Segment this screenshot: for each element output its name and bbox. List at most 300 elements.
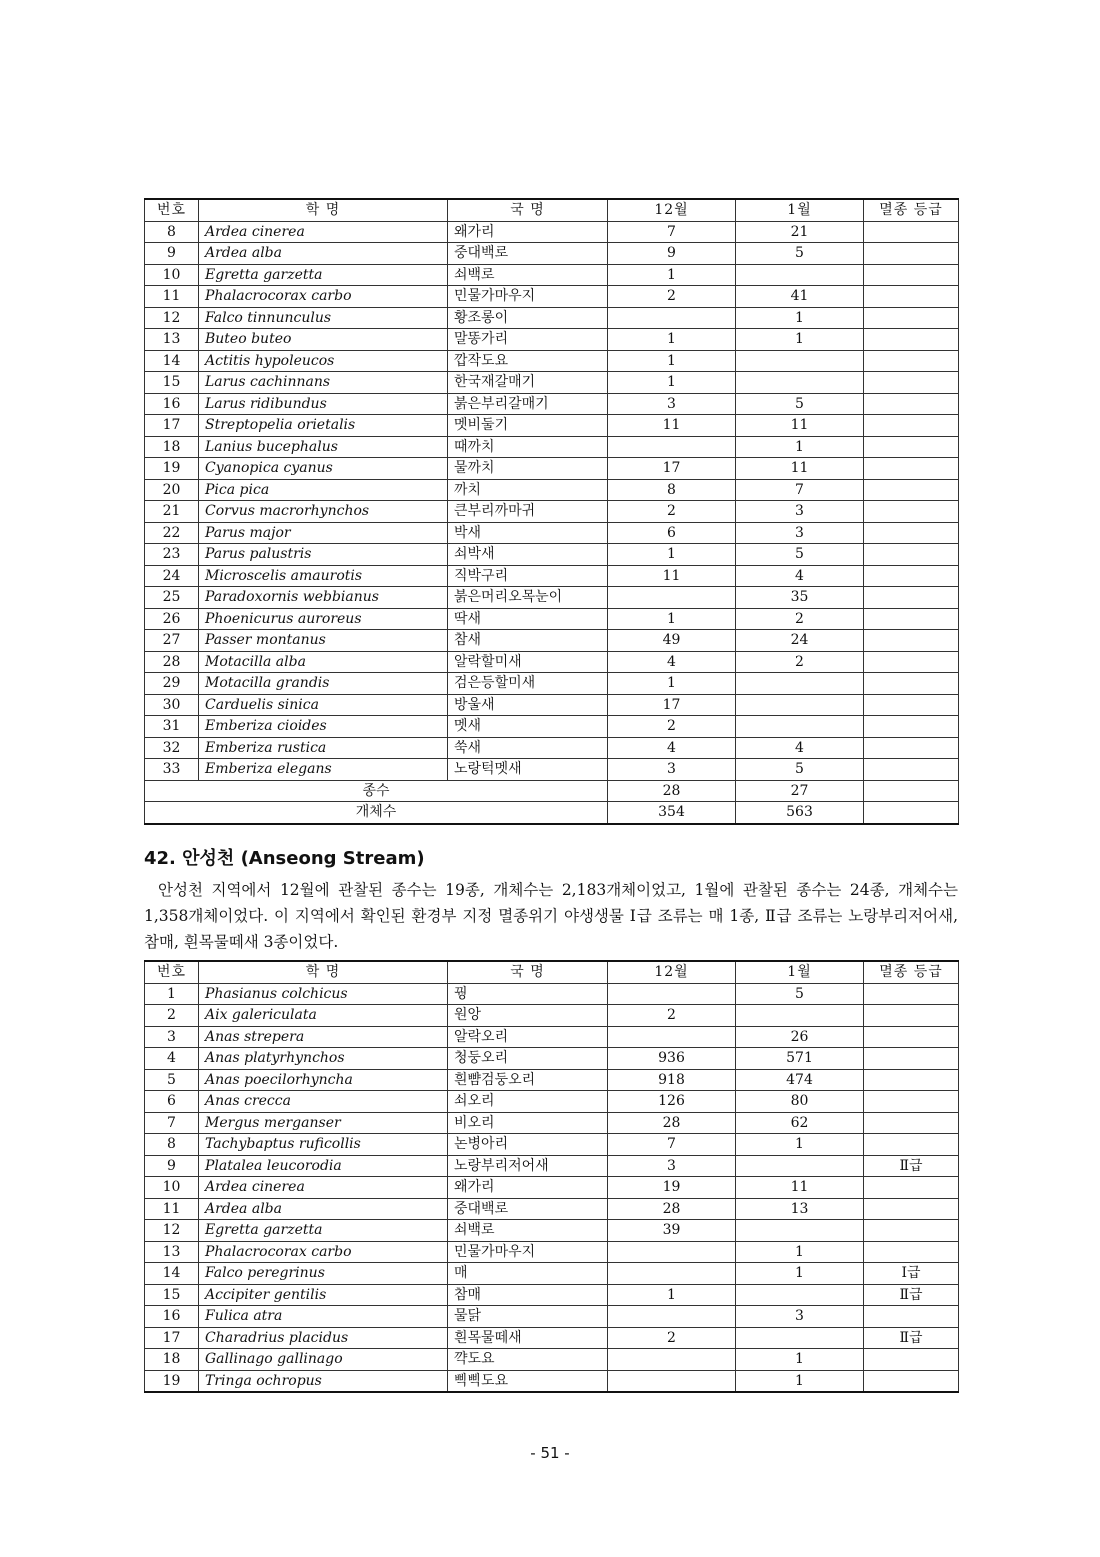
endangered-grade bbox=[864, 1306, 959, 1328]
endangered-grade: Ⅱ급 bbox=[864, 1327, 959, 1349]
december-count: 3 bbox=[608, 759, 736, 781]
korean-name: 한국재갈매기 bbox=[448, 372, 608, 394]
korean-name: 민물가마우지 bbox=[448, 1241, 608, 1263]
scientific-name: Mergus merganser bbox=[199, 1112, 448, 1134]
december-count: 918 bbox=[608, 1069, 736, 1091]
endangered-grade bbox=[864, 716, 959, 738]
january-count: 1 bbox=[736, 329, 864, 351]
december-count: 1 bbox=[608, 329, 736, 351]
scientific-name: Egretta garzetta bbox=[199, 1220, 448, 1242]
row-number: 15 bbox=[145, 1284, 199, 1306]
scientific-name: Tringa ochropus bbox=[199, 1370, 448, 1392]
december-count: 3 bbox=[608, 393, 736, 415]
january-count: 62 bbox=[736, 1112, 864, 1134]
header-korean-name: 국 명 bbox=[448, 199, 608, 221]
scientific-name: Parus palustris bbox=[199, 544, 448, 566]
december-count: 28 bbox=[608, 1198, 736, 1220]
december-count: 39 bbox=[608, 1220, 736, 1242]
endangered-grade bbox=[864, 307, 959, 329]
row-number: 24 bbox=[145, 565, 199, 587]
row-number: 14 bbox=[145, 350, 199, 372]
row-number: 1 bbox=[145, 983, 199, 1005]
table-body bbox=[145, 983, 959, 1392]
december-count: 936 bbox=[608, 1048, 736, 1070]
row-number: 8 bbox=[145, 221, 199, 243]
row-number: 26 bbox=[145, 608, 199, 630]
table-row bbox=[145, 243, 959, 265]
korean-name: 깝작도요 bbox=[448, 350, 608, 372]
endangered-grade bbox=[864, 694, 959, 716]
species-table-2 bbox=[144, 960, 959, 1393]
table-row bbox=[145, 565, 959, 587]
january-count: 35 bbox=[736, 587, 864, 609]
summary-row bbox=[145, 802, 959, 824]
korean-name: 박새 bbox=[448, 522, 608, 544]
january-count: 571 bbox=[736, 1048, 864, 1070]
row-number: 9 bbox=[145, 1155, 199, 1177]
scientific-name: Tachybaptus ruficollis bbox=[199, 1134, 448, 1156]
january-count: 11 bbox=[736, 1177, 864, 1199]
korean-name: 쑥새 bbox=[448, 737, 608, 759]
row-number: 2 bbox=[145, 1005, 199, 1027]
table-row bbox=[145, 372, 959, 394]
endangered-grade bbox=[864, 350, 959, 372]
korean-name: 꿩 bbox=[448, 983, 608, 1005]
endangered-grade bbox=[864, 243, 959, 265]
january-count: 474 bbox=[736, 1069, 864, 1091]
endangered-grade bbox=[864, 651, 959, 673]
endangered-grade bbox=[864, 544, 959, 566]
january-count: 21 bbox=[736, 221, 864, 243]
december-count: 1 bbox=[608, 350, 736, 372]
korean-name: 물까치 bbox=[448, 458, 608, 480]
january-count: 5 bbox=[736, 393, 864, 415]
december-count bbox=[608, 587, 736, 609]
endangered-grade bbox=[864, 565, 959, 587]
row-number: 11 bbox=[145, 286, 199, 308]
january-count: 4 bbox=[736, 737, 864, 759]
january-count: 1 bbox=[736, 307, 864, 329]
scientific-name: Emberiza cioides bbox=[199, 716, 448, 738]
endangered-grade bbox=[864, 1069, 959, 1091]
endangered-grade bbox=[864, 1091, 959, 1113]
row-number: 23 bbox=[145, 544, 199, 566]
page-number: - 51 - bbox=[530, 1444, 570, 1462]
row-number: 12 bbox=[145, 307, 199, 329]
january-count: 1 bbox=[736, 1134, 864, 1156]
december-count bbox=[608, 1306, 736, 1328]
row-number: 32 bbox=[145, 737, 199, 759]
header-january: 1월 bbox=[736, 961, 864, 983]
scientific-name: Gallinago gallinago bbox=[199, 1349, 448, 1371]
endangered-grade bbox=[864, 436, 959, 458]
endangered-grade bbox=[864, 1220, 959, 1242]
december-count: 2 bbox=[608, 1005, 736, 1027]
header-no: 번호 bbox=[145, 199, 199, 221]
december-count: 126 bbox=[608, 1091, 736, 1113]
table-row bbox=[145, 651, 959, 673]
summary-grade bbox=[864, 802, 959, 824]
endangered-grade bbox=[864, 1370, 959, 1392]
table-row bbox=[145, 1306, 959, 1328]
december-count: 1 bbox=[608, 372, 736, 394]
scientific-name: Platalea leucorodia bbox=[199, 1155, 448, 1177]
row-number: 29 bbox=[145, 673, 199, 695]
endangered-grade bbox=[864, 587, 959, 609]
row-number: 15 bbox=[145, 372, 199, 394]
row-number: 12 bbox=[145, 1220, 199, 1242]
endangered-grade bbox=[864, 1198, 959, 1220]
row-number: 17 bbox=[145, 415, 199, 437]
korean-name: 딱새 bbox=[448, 608, 608, 630]
scientific-name: Larus cachinnans bbox=[199, 372, 448, 394]
endangered-grade: Ⅰ급 bbox=[864, 1263, 959, 1285]
header-december: 12월 bbox=[608, 199, 736, 221]
table-row bbox=[145, 630, 959, 652]
december-count bbox=[608, 1263, 736, 1285]
scientific-name: Motacilla alba bbox=[199, 651, 448, 673]
korean-name: 쇠백로 bbox=[448, 1220, 608, 1242]
row-number: 6 bbox=[145, 1091, 199, 1113]
row-number: 10 bbox=[145, 1177, 199, 1199]
table-header-row bbox=[145, 961, 959, 983]
table-row bbox=[145, 436, 959, 458]
row-number: 27 bbox=[145, 630, 199, 652]
korean-name: 왜가리 bbox=[448, 1177, 608, 1199]
korean-name: 흰뺨검둥오리 bbox=[448, 1069, 608, 1091]
table-header-row bbox=[145, 199, 959, 221]
row-number: 10 bbox=[145, 264, 199, 286]
endangered-grade bbox=[864, 479, 959, 501]
row-number: 16 bbox=[145, 1306, 199, 1328]
december-count: 2 bbox=[608, 286, 736, 308]
december-count: 11 bbox=[608, 565, 736, 587]
header-january: 1월 bbox=[736, 199, 864, 221]
korean-name: 비오리 bbox=[448, 1112, 608, 1134]
scientific-name: Phalacrocorax carbo bbox=[199, 286, 448, 308]
scientific-name: Falco tinnunculus bbox=[199, 307, 448, 329]
row-number: 21 bbox=[145, 501, 199, 523]
scientific-name: Paradoxornis webbianus bbox=[199, 587, 448, 609]
january-count: 1 bbox=[736, 436, 864, 458]
december-count: 2 bbox=[608, 501, 736, 523]
korean-name: 중대백로 bbox=[448, 243, 608, 265]
table-row bbox=[145, 221, 959, 243]
endangered-grade bbox=[864, 1005, 959, 1027]
table-row bbox=[145, 522, 959, 544]
summary-grade bbox=[864, 780, 959, 802]
december-count: 11 bbox=[608, 415, 736, 437]
korean-name: 논병아리 bbox=[448, 1134, 608, 1156]
korean-name: 말똥가리 bbox=[448, 329, 608, 351]
december-count: 1 bbox=[608, 608, 736, 630]
scientific-name: Microscelis amaurotis bbox=[199, 565, 448, 587]
section-title: 42. 안성천 (Anseong Stream) bbox=[144, 848, 425, 869]
january-count bbox=[736, 716, 864, 738]
header-endangered-grade: 멸종 등급 bbox=[864, 199, 959, 221]
row-number: 11 bbox=[145, 1198, 199, 1220]
row-number: 31 bbox=[145, 716, 199, 738]
korean-name: 삑삑도요 bbox=[448, 1370, 608, 1392]
endangered-grade bbox=[864, 1026, 959, 1048]
endangered-grade bbox=[864, 329, 959, 351]
header-korean-name: 국 명 bbox=[448, 961, 608, 983]
row-number: 16 bbox=[145, 393, 199, 415]
january-count: 80 bbox=[736, 1091, 864, 1113]
korean-name: 방울새 bbox=[448, 694, 608, 716]
row-number: 14 bbox=[145, 1263, 199, 1285]
scientific-name: Phasianus colchicus bbox=[199, 983, 448, 1005]
scientific-name: Emberiza rustica bbox=[199, 737, 448, 759]
table-row bbox=[145, 458, 959, 480]
scientific-name: Accipiter gentilis bbox=[199, 1284, 448, 1306]
january-count bbox=[736, 264, 864, 286]
scientific-name: Corvus macrorhynchos bbox=[199, 501, 448, 523]
january-count: 1 bbox=[736, 1370, 864, 1392]
december-count: 7 bbox=[608, 1134, 736, 1156]
row-number: 3 bbox=[145, 1026, 199, 1048]
scientific-name: Aix galericulata bbox=[199, 1005, 448, 1027]
korean-name: 알락할미새 bbox=[448, 651, 608, 673]
korean-name: 붉은머리오목눈이 bbox=[448, 587, 608, 609]
summary-label: 종수 bbox=[145, 780, 608, 802]
row-number: 33 bbox=[145, 759, 199, 781]
korean-name: 원앙 bbox=[448, 1005, 608, 1027]
december-count: 49 bbox=[608, 630, 736, 652]
december-count bbox=[608, 983, 736, 1005]
january-count: 11 bbox=[736, 415, 864, 437]
korean-name: 직박구리 bbox=[448, 565, 608, 587]
scientific-name: Parus major bbox=[199, 522, 448, 544]
december-count: 1 bbox=[608, 1284, 736, 1306]
endangered-grade bbox=[864, 264, 959, 286]
endangered-grade bbox=[864, 221, 959, 243]
table-row bbox=[145, 1155, 959, 1177]
december-total: 354 bbox=[608, 802, 736, 824]
row-number: 18 bbox=[145, 1349, 199, 1371]
december-count: 2 bbox=[608, 1327, 736, 1349]
species-table-1 bbox=[144, 198, 959, 825]
january-count bbox=[736, 1284, 864, 1306]
december-count: 17 bbox=[608, 694, 736, 716]
scientific-name: Lanius bucephalus bbox=[199, 436, 448, 458]
scientific-name: Egretta garzetta bbox=[199, 264, 448, 286]
header-endangered-grade: 멸종 등급 bbox=[864, 961, 959, 983]
row-number: 19 bbox=[145, 1370, 199, 1392]
december-count bbox=[608, 1349, 736, 1371]
row-number: 20 bbox=[145, 479, 199, 501]
korean-name: 붉은부리갈매기 bbox=[448, 393, 608, 415]
korean-name: 쇠오리 bbox=[448, 1091, 608, 1113]
december-count: 9 bbox=[608, 243, 736, 265]
scientific-name: Ardea alba bbox=[199, 1198, 448, 1220]
table-row bbox=[145, 544, 959, 566]
table-row bbox=[145, 1241, 959, 1263]
january-count: 5 bbox=[736, 759, 864, 781]
january-total: 27 bbox=[736, 780, 864, 802]
table-row bbox=[145, 350, 959, 372]
december-count: 3 bbox=[608, 1155, 736, 1177]
endangered-grade bbox=[864, 393, 959, 415]
endangered-grade bbox=[864, 673, 959, 695]
korean-name: 민물가마우지 bbox=[448, 286, 608, 308]
endangered-grade bbox=[864, 458, 959, 480]
korean-name: 참매 bbox=[448, 1284, 608, 1306]
scientific-name: Motacilla grandis bbox=[199, 673, 448, 695]
december-total: 28 bbox=[608, 780, 736, 802]
korean-name: 참새 bbox=[448, 630, 608, 652]
table-row bbox=[145, 737, 959, 759]
endangered-grade: Ⅱ급 bbox=[864, 1155, 959, 1177]
january-count: 1 bbox=[736, 1241, 864, 1263]
january-count: 1 bbox=[736, 1263, 864, 1285]
table-row bbox=[145, 983, 959, 1005]
row-number: 30 bbox=[145, 694, 199, 716]
scientific-name: Ardea alba bbox=[199, 243, 448, 265]
endangered-grade bbox=[864, 1177, 959, 1199]
january-count: 41 bbox=[736, 286, 864, 308]
korean-name: 꺅도요 bbox=[448, 1349, 608, 1371]
table-row bbox=[145, 1048, 959, 1070]
row-number: 9 bbox=[145, 243, 199, 265]
december-count: 8 bbox=[608, 479, 736, 501]
row-number: 13 bbox=[145, 1241, 199, 1263]
table-row bbox=[145, 694, 959, 716]
january-count: 11 bbox=[736, 458, 864, 480]
january-count: 3 bbox=[736, 1306, 864, 1328]
korean-name: 알락오리 bbox=[448, 1026, 608, 1048]
december-count: 28 bbox=[608, 1112, 736, 1134]
january-count bbox=[736, 1327, 864, 1349]
january-count: 4 bbox=[736, 565, 864, 587]
january-count bbox=[736, 350, 864, 372]
header-december: 12월 bbox=[608, 961, 736, 983]
row-number: 7 bbox=[145, 1112, 199, 1134]
endangered-grade bbox=[864, 522, 959, 544]
scientific-name: Charadrius placidus bbox=[199, 1327, 448, 1349]
row-number: 19 bbox=[145, 458, 199, 480]
december-count: 1 bbox=[608, 264, 736, 286]
scientific-name: Cyanopica cyanus bbox=[199, 458, 448, 480]
january-count bbox=[736, 1005, 864, 1027]
table-row bbox=[145, 1220, 959, 1242]
endangered-grade bbox=[864, 1349, 959, 1371]
row-number: 18 bbox=[145, 436, 199, 458]
table-row bbox=[145, 673, 959, 695]
endangered-grade bbox=[864, 415, 959, 437]
december-count: 2 bbox=[608, 716, 736, 738]
scientific-name: Falco peregrinus bbox=[199, 1263, 448, 1285]
scientific-name: Anas poecilorhyncha bbox=[199, 1069, 448, 1091]
endangered-grade bbox=[864, 737, 959, 759]
scientific-name: Pica pica bbox=[199, 479, 448, 501]
december-count bbox=[608, 307, 736, 329]
endangered-grade bbox=[864, 608, 959, 630]
endangered-grade bbox=[864, 372, 959, 394]
scientific-name: Anas strepera bbox=[199, 1026, 448, 1048]
december-count bbox=[608, 436, 736, 458]
korean-name: 큰부리까마귀 bbox=[448, 501, 608, 523]
table-row bbox=[145, 479, 959, 501]
table-row bbox=[145, 1349, 959, 1371]
table-row bbox=[145, 1005, 959, 1027]
endangered-grade bbox=[864, 286, 959, 308]
row-number: 25 bbox=[145, 587, 199, 609]
korean-name: 흰목물떼새 bbox=[448, 1327, 608, 1349]
january-count bbox=[736, 673, 864, 695]
scientific-name: Actitis hypoleucos bbox=[199, 350, 448, 372]
december-count: 1 bbox=[608, 544, 736, 566]
section-body-text: 안성천 지역에서 12월에 관찰된 종수는 19종, 개체수는 2,183개체이었고, 1월에 관찰된 종수는 24종, 개체수는 1,358개체이었다. 이 지역에서 확인된 환경부 지정 멸종위기 야생생물 Ⅰ급 조류는 매 1종, Ⅱ급 조류는 노랑부리저어새, 참매, 흰목물떼새 3종이었다. bbox=[144, 881, 958, 951]
endangered-grade bbox=[864, 1134, 959, 1156]
table-row bbox=[145, 286, 959, 308]
table-row bbox=[145, 716, 959, 738]
january-count: 5 bbox=[736, 983, 864, 1005]
endangered-grade: Ⅱ급 bbox=[864, 1284, 959, 1306]
table-row bbox=[145, 1284, 959, 1306]
table-row bbox=[145, 1026, 959, 1048]
december-count: 4 bbox=[608, 651, 736, 673]
header-scientific-name: 학 명 bbox=[199, 199, 448, 221]
table-row bbox=[145, 1198, 959, 1220]
january-count: 1 bbox=[736, 1349, 864, 1371]
table-row bbox=[145, 1134, 959, 1156]
january-count bbox=[736, 372, 864, 394]
table-row bbox=[145, 759, 959, 781]
december-count bbox=[608, 1241, 736, 1263]
january-count: 3 bbox=[736, 501, 864, 523]
december-count bbox=[608, 1026, 736, 1048]
table-row bbox=[145, 1263, 959, 1285]
scientific-name: Phalacrocorax carbo bbox=[199, 1241, 448, 1263]
row-number: 17 bbox=[145, 1327, 199, 1349]
row-number: 8 bbox=[145, 1134, 199, 1156]
scientific-name: Anas crecca bbox=[199, 1091, 448, 1113]
header-no: 번호 bbox=[145, 961, 199, 983]
scientific-name: Ardea cinerea bbox=[199, 1177, 448, 1199]
korean-name: 노랑부리저어새 bbox=[448, 1155, 608, 1177]
table-body bbox=[145, 221, 959, 824]
endangered-grade bbox=[864, 1048, 959, 1070]
korean-name: 멧새 bbox=[448, 716, 608, 738]
january-count: 5 bbox=[736, 243, 864, 265]
scientific-name: Streptopelia orietalis bbox=[199, 415, 448, 437]
table-row bbox=[145, 264, 959, 286]
january-count: 7 bbox=[736, 479, 864, 501]
january-count: 26 bbox=[736, 1026, 864, 1048]
table-row bbox=[145, 307, 959, 329]
row-number: 5 bbox=[145, 1069, 199, 1091]
scientific-name: Fulica atra bbox=[199, 1306, 448, 1328]
january-total: 563 bbox=[736, 802, 864, 824]
table-row bbox=[145, 1177, 959, 1199]
january-count: 3 bbox=[736, 522, 864, 544]
endangered-grade bbox=[864, 1112, 959, 1134]
endangered-grade bbox=[864, 759, 959, 781]
december-count bbox=[608, 1370, 736, 1392]
scientific-name: Phoenicurus auroreus bbox=[199, 608, 448, 630]
table-row bbox=[145, 587, 959, 609]
endangered-grade bbox=[864, 1241, 959, 1263]
row-number: 13 bbox=[145, 329, 199, 351]
korean-name: 검은등할미새 bbox=[448, 673, 608, 695]
table-row bbox=[145, 415, 959, 437]
table-row bbox=[145, 1327, 959, 1349]
january-count bbox=[736, 694, 864, 716]
table-row bbox=[145, 1370, 959, 1392]
endangered-grade bbox=[864, 501, 959, 523]
korean-name: 황조롱이 bbox=[448, 307, 608, 329]
